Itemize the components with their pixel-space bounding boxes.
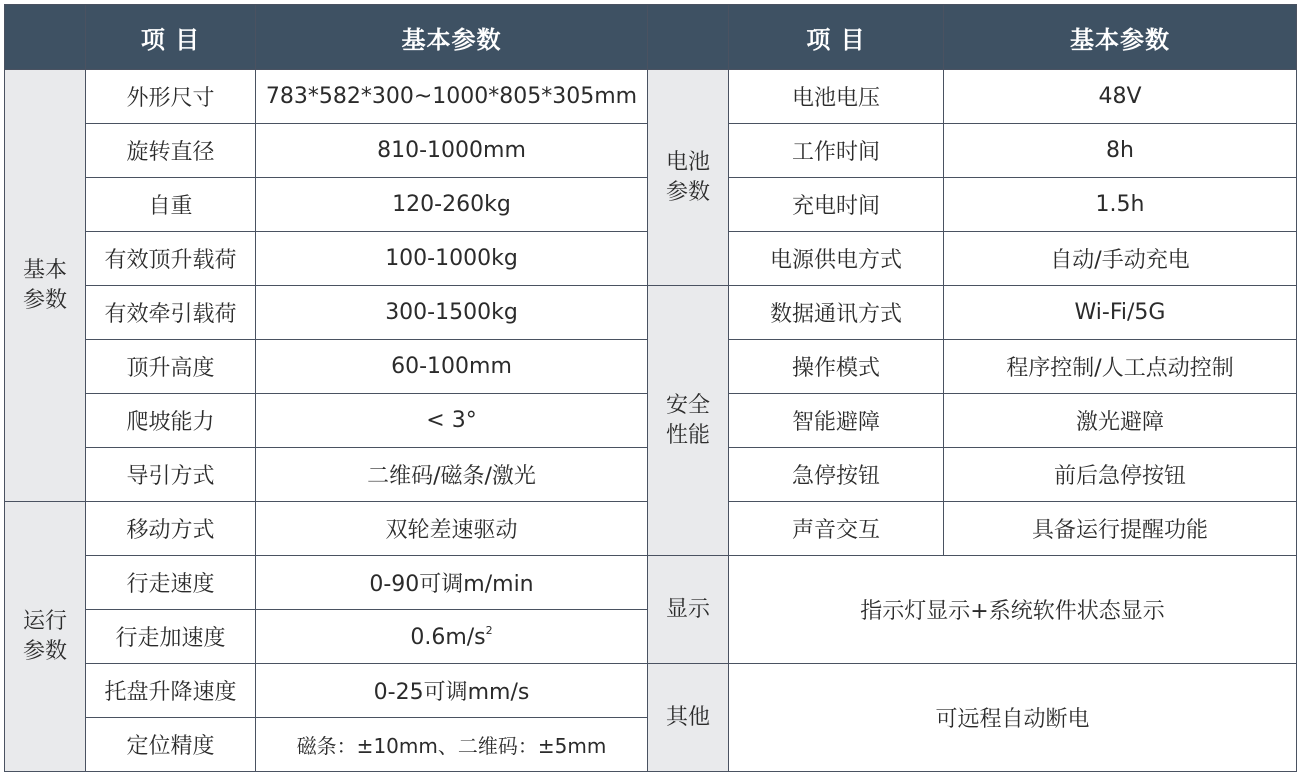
item-cell: 充电时间	[729, 178, 944, 232]
value-cell: $0.6m/s^2$	[256, 610, 648, 664]
item-cell: 自重	[86, 178, 256, 232]
item-cell: 移动方式	[86, 502, 256, 556]
item-cell: 声音交互	[729, 502, 944, 556]
table-row	[5, 556, 1297, 610]
value-cell: 激光避障	[944, 394, 1297, 448]
item-cell: 顶升高度	[86, 340, 256, 394]
category-other: 其他	[648, 664, 729, 772]
item-cell: 旋转直径	[86, 124, 256, 178]
item-cell: 智能避障	[729, 394, 944, 448]
value-cell: 300-1500kg	[256, 286, 648, 340]
value-cell: Wi-Fi/5G	[944, 286, 1297, 340]
value-cell: 二维码/磁条/激光	[256, 448, 648, 502]
value-cell: 8h	[944, 124, 1297, 178]
header-value-right: 基本参数	[944, 5, 1297, 70]
value-cell: 60-100mm	[256, 340, 648, 394]
value-cell: 前后急停按钮	[944, 448, 1297, 502]
value-cell: 具备运行提醒功能	[944, 502, 1297, 556]
display-value-cell: 指示灯显示+系统软件状态显示	[729, 556, 1297, 664]
item-cell: 行走加速度	[86, 610, 256, 664]
value-cell: 0-25可调mm/s	[256, 664, 648, 718]
header-value-left: 基本参数	[256, 5, 648, 70]
category-display: 显示	[648, 556, 729, 664]
item-cell: 爬坡能力	[86, 394, 256, 448]
header-item-left: 项 目	[86, 5, 256, 70]
value-cell: 810-1000mm	[256, 124, 648, 178]
value-cell: 0-90可调m/min	[256, 556, 648, 610]
value-cell: 自动/手动充电	[944, 232, 1297, 286]
item-cell: 操作模式	[729, 340, 944, 394]
table-row	[5, 664, 1297, 718]
header-item-right: 项 目	[729, 5, 944, 70]
table-row	[5, 286, 1297, 340]
table-row	[5, 70, 1297, 124]
value-cell: 120-260kg	[256, 178, 648, 232]
spec-table	[4, 4, 1297, 772]
item-cell: 定位精度	[86, 718, 256, 772]
spec-sheet	[4, 4, 1296, 779]
item-cell: 有效牵引载荷	[86, 286, 256, 340]
value-cell: 程序控制/人工点动控制	[944, 340, 1297, 394]
category-battery-params: 电池 参数	[648, 70, 729, 286]
item-cell: 行走速度	[86, 556, 256, 610]
value-cell: 100-1000kg	[256, 232, 648, 286]
item-cell: 有效顶升载荷	[86, 232, 256, 286]
category-operation-params: 运行 参数	[5, 502, 86, 772]
value-cell: 双轮差速驱动	[256, 502, 648, 556]
item-cell: 工作时间	[729, 124, 944, 178]
value-cell: 1.5h	[944, 178, 1297, 232]
item-cell: 电源供电方式	[729, 232, 944, 286]
header-row	[5, 5, 1297, 70]
item-cell: 外形尺寸	[86, 70, 256, 124]
item-cell: 急停按钮	[729, 448, 944, 502]
value-cell: 磁条：±10mm、二维码：±5mm	[256, 718, 648, 772]
category-basic-params: 基本 参数	[5, 70, 86, 502]
item-cell: 电池电压	[729, 70, 944, 124]
other-value-cell: 可远程自动断电	[729, 664, 1297, 772]
header-category-right	[648, 5, 729, 70]
item-cell: 导引方式	[86, 448, 256, 502]
category-safety: 安全 性能	[648, 286, 729, 556]
value-cell: < 3°	[256, 394, 648, 448]
item-cell: 数据通讯方式	[729, 286, 944, 340]
header-category-left	[5, 5, 86, 70]
value-cell: 48V	[944, 70, 1297, 124]
item-cell: 托盘升降速度	[86, 664, 256, 718]
value-cell: 783*582*300~1000*805*305mm	[256, 70, 648, 124]
